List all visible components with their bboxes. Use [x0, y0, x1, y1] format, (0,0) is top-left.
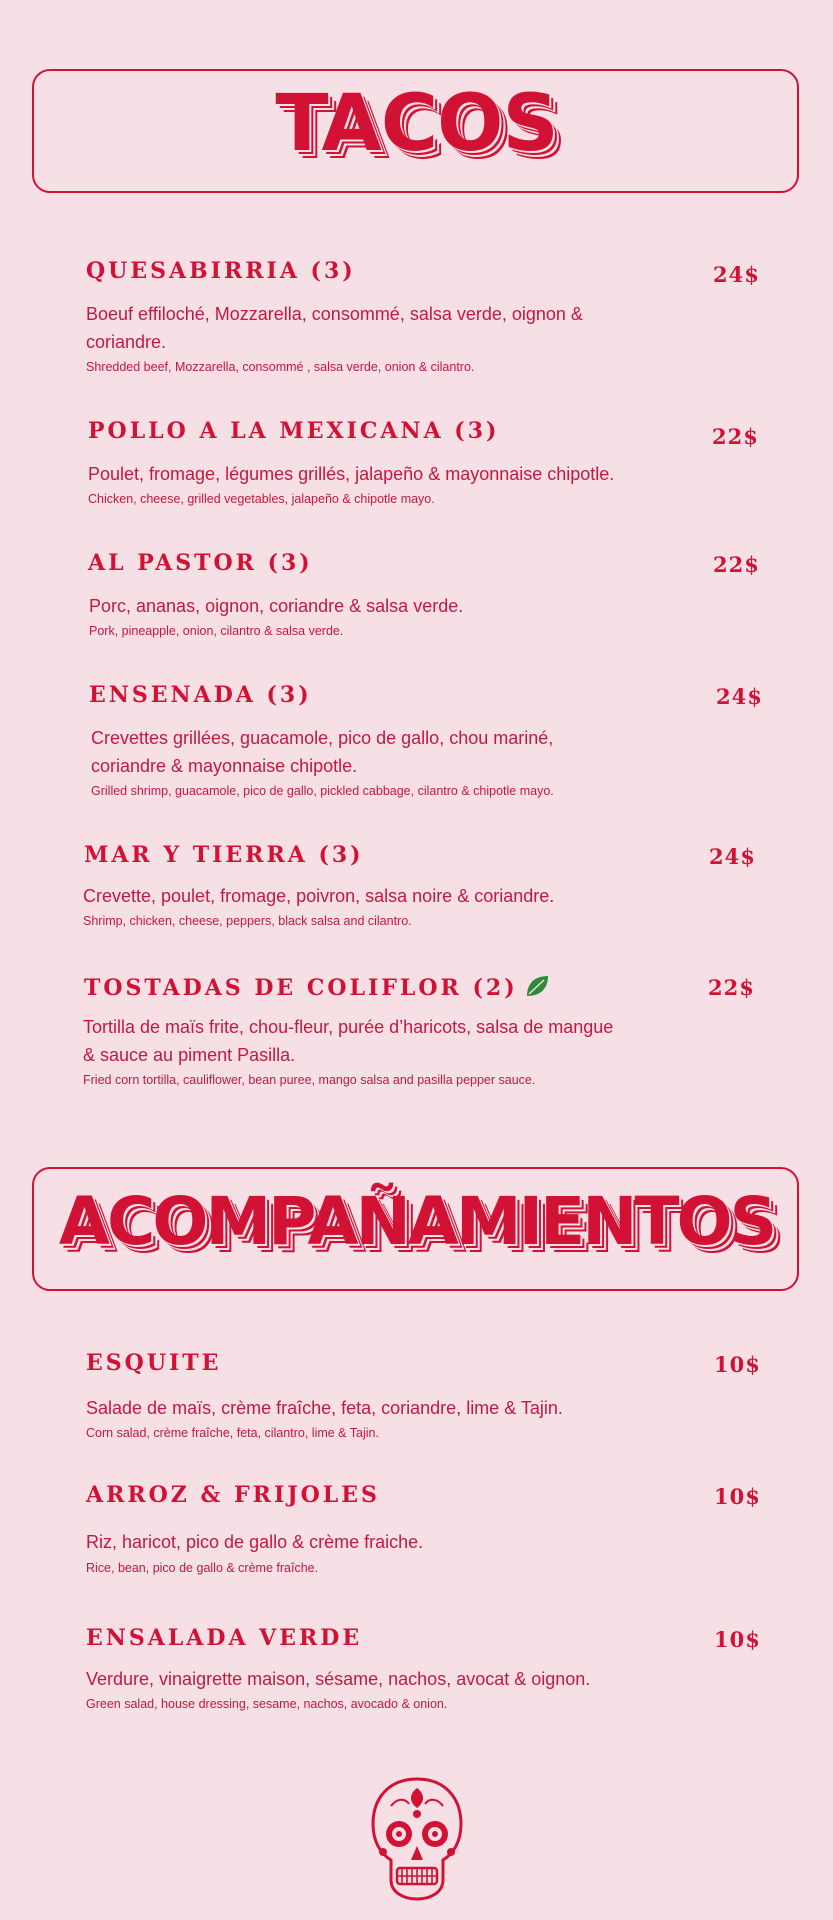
item-name-text: TOSTADAS DE COLIFLOR (2)	[84, 975, 518, 1001]
item-name: ENSALADA VERDE	[86, 1625, 363, 1651]
item-description-en: Chicken, cheese, grilled vegetables, jalapeño & chipotle mayo.	[88, 492, 435, 506]
item-description-fr: Verdure, vinaigrette maison, sésame, nachos, avocat & oignon.	[86, 1669, 591, 1689]
item-description-en: Fried corn tortilla, cauliflower, bean puree, mango salsa and pasilla pepper sauce.	[83, 1073, 536, 1087]
item-price: 10$	[714, 1352, 761, 1377]
item-price: 22$	[708, 975, 755, 1000]
item-name: ARROZ & FRIJOLES	[86, 1482, 380, 1508]
item-description-en: Rice, bean, pico de gallo & crème fraîche.	[86, 1561, 319, 1575]
item-description-fr: Poulet, fromage, légumes grillés, jalapeño & mayonnaise chipotle.	[88, 464, 615, 484]
item-price: 10$	[714, 1484, 761, 1509]
item-name: ENSENADA (3)	[89, 682, 312, 708]
item-price: 22$	[713, 552, 760, 577]
item-description-fr: Riz, haricot, pico de gallo & crème fraiche.	[86, 1532, 424, 1552]
vegetarian-leaf-icon	[524, 973, 550, 1005]
item-description-en: Shrimp, chicken, cheese, peppers, black salsa and cilantro.	[83, 914, 412, 928]
item-name: POLLO A LA MEXICANA (3)	[88, 418, 500, 444]
item-description-en: Pork, pineapple, onion, cilantro & salsa verde.	[89, 624, 344, 638]
item-price: 24$	[716, 684, 763, 709]
item-price: 24$	[709, 844, 756, 869]
item-description-en: Corn salad, crème fraîche, feta, cilantro, lime & Tajin.	[86, 1426, 379, 1440]
item-description-en: Shredded beef, Mozzarella, consommé , salsa verde, onion & cilantro.	[86, 360, 475, 374]
item-name: ESQUITE	[86, 1350, 222, 1376]
item-description-fr: Crevette, poulet, fromage, poivron, salsa noire & coriandre.	[83, 886, 555, 906]
item-description-fr: Tortilla de maïs frite, chou-fleur, purée d’haricots, salsa de mangue & sauce au piment Pasilla.	[83, 1017, 614, 1065]
item-price: 22$	[712, 424, 759, 449]
item-description-fr: Porc, ananas, oignon, coriandre & salsa verde.	[89, 596, 464, 616]
sides-section-title: ACOMPAÑAMIENTOS	[58, 1183, 775, 1260]
item-name	[84, 973, 550, 1005]
item-description-en: Grilled shrimp, guacamole, pico de gallo, pickled cabbage, cilantro & chipotle mayo.	[91, 784, 554, 798]
sugar-skull-icon	[369, 1776, 465, 1907]
item-name: MAR Y TIERRA (3)	[84, 842, 364, 868]
item-price: 24$	[713, 262, 760, 287]
item-description-fr: Boeuf effiloché, Mozzarella, consommé, salsa verde, oignon & coriandre.	[86, 304, 583, 352]
item-name: AL PASTOR (3)	[88, 550, 313, 576]
item-description-fr: Crevettes grillées, guacamole, pico de gallo, chou mariné, coriandre & mayonnaise chipotle.	[91, 728, 554, 776]
tacos-section-title: TACOS	[275, 79, 558, 169]
item-price: 10$	[714, 1627, 761, 1652]
item-description-fr: Salade de maïs, crème fraîche, feta, coriandre, lime & Tajin.	[86, 1398, 563, 1418]
item-description-en: Green salad, house dressing, sesame, nachos, avocado & onion.	[86, 1697, 448, 1711]
item-name: QUESABIRRIA (3)	[86, 258, 356, 284]
